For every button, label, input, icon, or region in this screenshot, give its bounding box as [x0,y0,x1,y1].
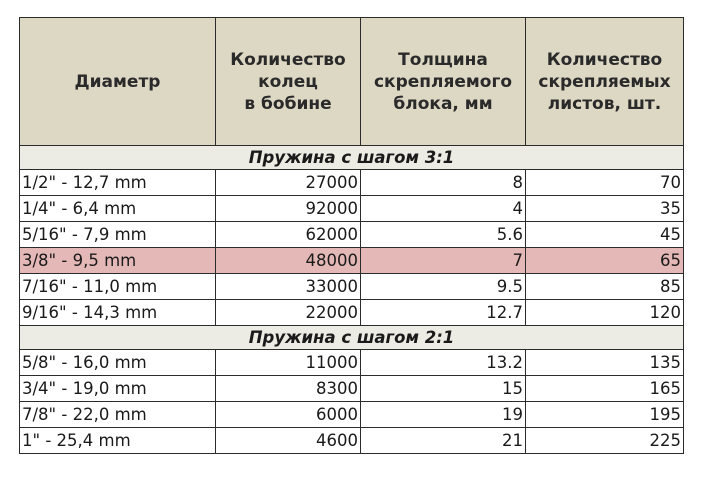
cell-block-thickness: 21 [361,428,526,454]
cell-diameter: 7/16" - 11,0 mm [20,274,216,300]
cell-sheet-count: 70 [526,170,684,196]
spring-spec-table [19,17,684,454]
cell-ring-count: 6000 [216,402,361,428]
cell-sheet-count: 85 [526,274,684,300]
cell-diameter: 1" - 25,4 mm [20,428,216,454]
header-sheet-count [526,18,684,146]
header-diameter [20,18,216,146]
header-line: Количество [546,49,663,70]
table-row [20,376,684,402]
table-row [20,350,684,376]
cell-ring-count: 27000 [216,170,361,196]
cell-diameter: 1/4" - 6,4 mm [20,196,216,222]
header-line: скрепляемых [538,71,671,92]
cell-ring-count: 8300 [216,376,361,402]
header-line: скрепляемого [373,71,513,92]
cell-ring-count: 11000 [216,350,361,376]
cell-ring-count: 4600 [216,428,361,454]
header-line: Диаметр [74,71,161,92]
table-row [20,300,684,326]
cell-diameter: 7/8" - 22,0 mm [20,402,216,428]
section-title: Пружина с шагом 3:1 [20,146,684,170]
section-row [20,326,684,350]
cell-sheet-count: 35 [526,196,684,222]
cell-diameter: 5/16" - 7,9 mm [20,222,216,248]
cell-ring-count: 92000 [216,196,361,222]
header-line: колец [258,71,318,92]
cell-block-thickness: 19 [361,402,526,428]
cell-block-thickness: 15 [361,376,526,402]
cell-diameter: 1/2" - 12,7 mm [20,170,216,196]
table-row [20,402,684,428]
header-line: блока, мм [393,93,493,114]
table-row-highlighted [20,248,684,274]
cell-block-thickness: 13.2 [361,350,526,376]
cell-block-thickness: 5.6 [361,222,526,248]
cell-block-thickness: 9.5 [361,274,526,300]
header-line: в бобине [244,93,332,114]
cell-sheet-count: 165 [526,376,684,402]
cell-ring-count: 22000 [216,300,361,326]
cell-block-thickness: 8 [361,170,526,196]
cell-diameter: 3/8" - 9,5 mm [20,248,216,274]
cell-block-thickness: 7 [361,248,526,274]
cell-diameter: 9/16" - 14,3 mm [20,300,216,326]
cell-block-thickness: 4 [361,196,526,222]
header-line: листов, шт. [547,93,662,114]
header-line: Толщина [398,49,488,70]
header-row [20,18,684,146]
cell-sheet-count: 225 [526,428,684,454]
cell-ring-count: 48000 [216,248,361,274]
cell-diameter: 5/8" - 16,0 mm [20,350,216,376]
table-row [20,196,684,222]
cell-diameter: 3/4" - 19,0 mm [20,376,216,402]
table-row [20,274,684,300]
cell-block-thickness: 12.7 [361,300,526,326]
cell-sheet-count: 65 [526,248,684,274]
cell-sheet-count: 120 [526,300,684,326]
section-row [20,146,684,170]
header-line: Количество [230,49,346,70]
cell-sheet-count: 45 [526,222,684,248]
table-row [20,222,684,248]
table-row [20,428,684,454]
header-ring-count [216,18,361,146]
header-block-thickness [361,18,526,146]
cell-ring-count: 33000 [216,274,361,300]
table-body [20,146,684,454]
cell-sheet-count: 195 [526,402,684,428]
section-title: Пружина с шагом 2:1 [20,326,684,350]
cell-ring-count: 62000 [216,222,361,248]
cell-sheet-count: 135 [526,350,684,376]
table-row [20,170,684,196]
table-header [20,18,684,146]
